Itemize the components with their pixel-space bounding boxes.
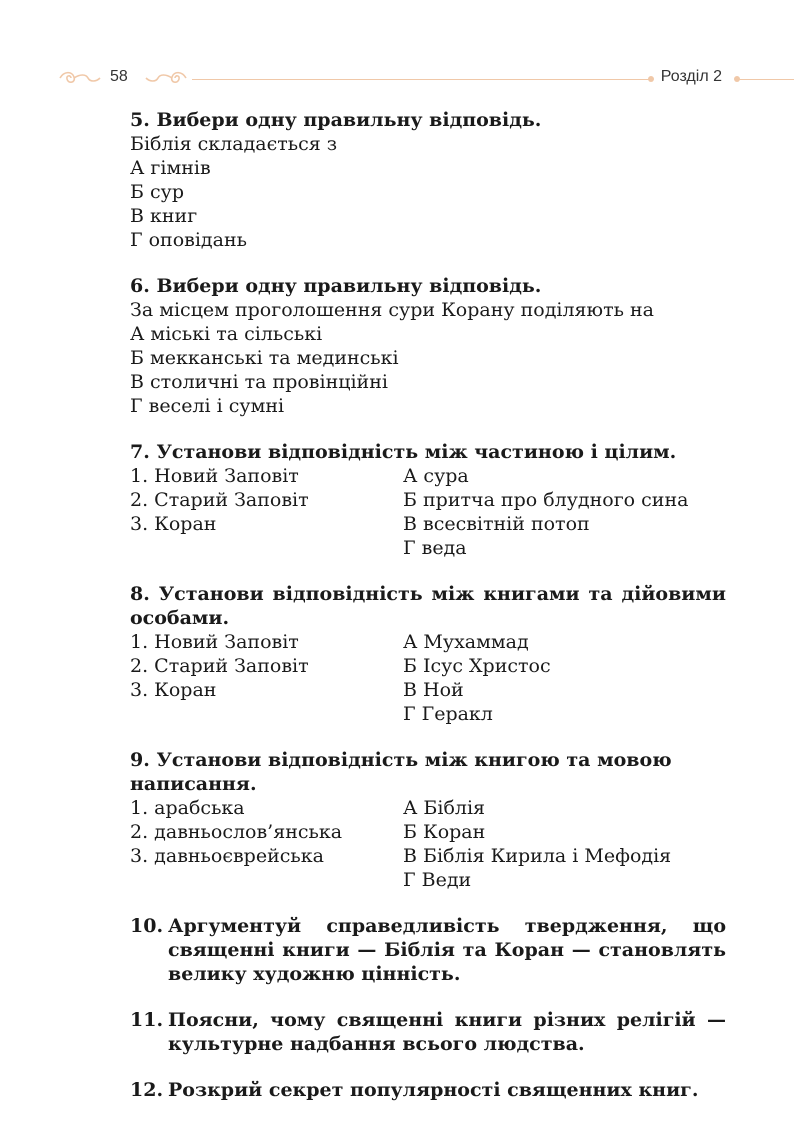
match-right: В Ной	[403, 679, 464, 701]
match-row	[130, 678, 726, 702]
match-right: А Біблія	[403, 797, 486, 819]
section-title: Розділ 2	[660, 68, 722, 85]
match-left: 1. Новий Заповіт	[130, 631, 299, 653]
answer-option: Б мекканські та мединські	[130, 347, 399, 369]
question-title: 8. Установи відповідність між книгами та дійовими особами.	[130, 583, 726, 629]
question-prompt: Біблія складається з	[130, 133, 338, 155]
answer-option: В столичні та провінційні	[130, 371, 388, 393]
match-right: В Біблія Кирила і Мефодія	[403, 845, 672, 867]
question-text: Аргументуй справедливість твердження, що священні книги — Біблія та Коран — становлять велику художню цінність.	[168, 915, 726, 985]
question-12	[130, 1078, 726, 1102]
match-row	[130, 820, 726, 844]
match-left: 2. давньослов’янська	[130, 821, 343, 843]
answer-option: В книг	[130, 205, 198, 227]
match-row	[130, 654, 726, 678]
match-right: Б Коран	[403, 821, 486, 843]
question-5	[130, 108, 726, 252]
match-row	[130, 796, 726, 820]
match-right: Г веда	[403, 537, 467, 559]
question-title: 5. Вибери одну правильну відповідь.	[130, 109, 542, 131]
match-row	[130, 512, 726, 536]
page-number: 58	[110, 68, 128, 85]
left-ornament-icon	[58, 70, 102, 86]
header-rule-dot-left	[648, 76, 654, 82]
match-left: 2. Старий Заповіт	[130, 489, 309, 511]
question-number: 12.	[130, 1079, 164, 1101]
question-7	[130, 440, 726, 560]
question-11	[130, 1008, 726, 1056]
answer-option: Г веселі і сумні	[130, 395, 285, 417]
match-left: 2. Старий Заповіт	[130, 655, 309, 677]
question-8	[130, 582, 726, 726]
match-left: 1. Новий Заповіт	[130, 465, 299, 487]
match-left	[130, 868, 403, 892]
match-left: 1. арабська	[130, 797, 245, 819]
match-right: Г Геракл	[403, 703, 493, 725]
question-9	[130, 748, 726, 892]
match-row	[130, 702, 726, 726]
match-right: Г Веди	[403, 869, 472, 891]
header-rule-left	[192, 79, 652, 80]
header-rule-right	[738, 79, 794, 80]
question-number: 11.	[130, 1009, 164, 1031]
answer-option: А гімнів	[130, 157, 211, 179]
question-prompt: За місцем проголошення сури Корану поділяють на	[130, 299, 654, 321]
match-right: А сура	[403, 465, 469, 487]
match-left: 3. Коран	[130, 679, 217, 701]
question-10	[130, 914, 726, 986]
match-row	[130, 630, 726, 654]
match-row	[130, 868, 726, 892]
question-6	[130, 274, 726, 418]
question-title: 7. Установи відповідність між частиною і цілим.	[130, 441, 677, 463]
answer-option: Г оповідань	[130, 229, 247, 251]
answer-option: Б сур	[130, 181, 184, 203]
question-title: 9. Установи відповідність між книгою та мовою написання.	[130, 749, 672, 795]
question-text: Розкрий секрет популярності священних книг.	[168, 1079, 699, 1101]
match-left	[130, 536, 403, 560]
page-header	[58, 66, 794, 92]
question-number: 10.	[130, 915, 164, 937]
match-left	[130, 702, 403, 726]
match-right: В всесвітній потоп	[403, 513, 590, 535]
match-left: 3. давньоєврейська	[130, 845, 324, 867]
question-text: Поясни, чому священні книги різних релігій — культурне надбання всього людства.	[168, 1009, 726, 1055]
question-title: 6. Вибери одну правильну відповідь.	[130, 275, 542, 297]
match-right: Б притча про блудного сина	[403, 489, 689, 511]
match-right: Б Ісус Христос	[403, 655, 551, 677]
page-content	[130, 108, 726, 1124]
match-row	[130, 488, 726, 512]
match-row	[130, 844, 726, 868]
match-left: 3. Коран	[130, 513, 217, 535]
match-right: А Мухаммад	[403, 631, 529, 653]
right-ornament-icon	[144, 70, 188, 86]
match-row	[130, 464, 726, 488]
answer-option: А міські та сільські	[130, 323, 323, 345]
match-row	[130, 536, 726, 560]
